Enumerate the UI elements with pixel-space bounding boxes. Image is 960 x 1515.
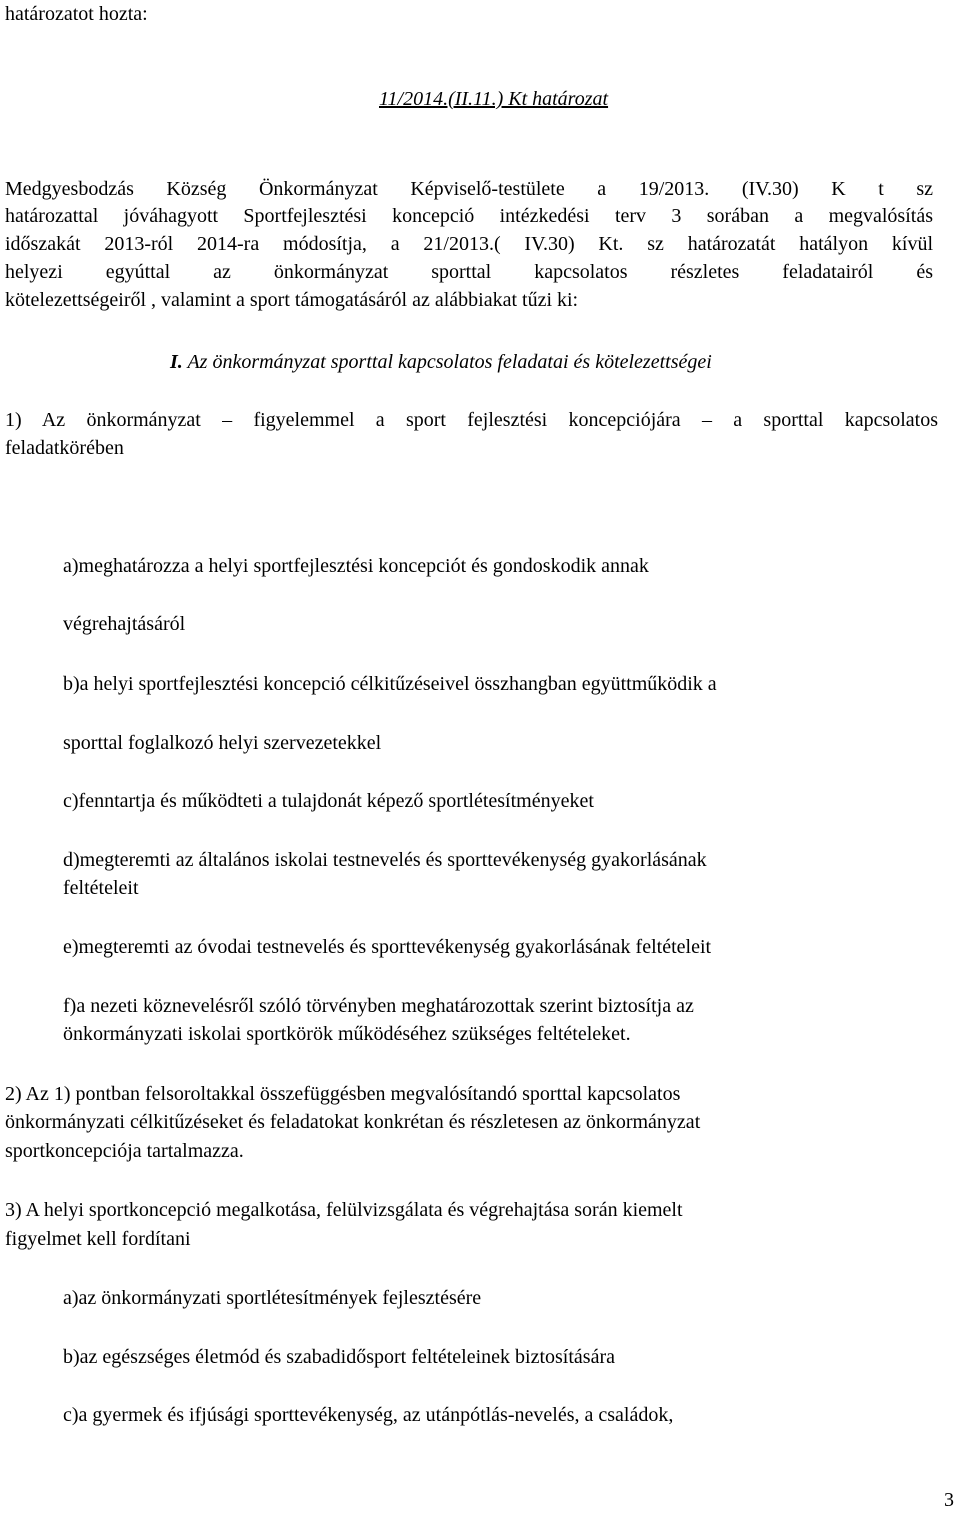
page-number: 3 bbox=[944, 1489, 954, 1511]
resolution-line-2: határozattal jóváhagyott Sportfejlesztési koncepció intézkedési terv 3 sorában a megvalósítás bbox=[5, 205, 933, 227]
item-d-line-2: feltételeit bbox=[63, 877, 139, 899]
resolution-line-4: helyezi egyúttal az önkormányzat sporttal kapcsolatos részletes feladatairól és bbox=[5, 261, 933, 283]
resolution-number: 11/2014.(II.11.) Kt határozat bbox=[379, 88, 609, 110]
resolution-line-5: kötelezettségeiről , valamint a sport támogatásáról az alábbiakat tűzi ki: bbox=[5, 289, 579, 311]
item-3b: b)az egészséges életmód és szabadidősport feltételeinek biztosítására bbox=[63, 1346, 615, 1368]
point-3-line-1: 3) A helyi sportkoncepció megalkotása, felülvizsgálata és végrehajtása során kiemelt bbox=[5, 1199, 683, 1221]
item-f-line-2: önkormányzati iskolai sportkörök működéséhez szükséges feltételeket. bbox=[63, 1023, 631, 1045]
section-heading bbox=[170, 352, 712, 372]
point-2-line-1: 2) Az 1) pontban felsoroltakkal összefüggésben megvalósítandó sporttal kapcsolatos bbox=[5, 1083, 681, 1105]
resolution-line-1: Medgyesbodzás Község Önkormányzat Képviselő-testülete a 19/2013. (IV.30) K t sz bbox=[5, 178, 933, 200]
item-e-line-1: e)megteremti az óvodai testnevelés és sporttevékenység gyakorlásának feltételeit bbox=[63, 936, 712, 958]
item-3c: c)a gyermek és ifjúsági sporttevékenység, az utánpótlás-nevelés, a családok, bbox=[63, 1404, 674, 1426]
point-2-line-3: sportkoncepciója tartalmazza. bbox=[5, 1140, 244, 1162]
section-numeral: I. bbox=[170, 351, 183, 373]
item-a-line-1: a)meghatározza a helyi sportfejlesztési koncepciót és gondoskodik annak bbox=[63, 555, 649, 577]
item-b-line-2: sporttal foglalkozó helyi szervezetekkel bbox=[63, 732, 382, 754]
item-3a: a)az önkormányzati sportlétesítmények fejlesztésére bbox=[63, 1287, 482, 1309]
item-a-line-2: végrehajtásáról bbox=[63, 613, 186, 635]
item-f-line-1: f)a nezeti köznevelésről szóló törvényben meghatározottak szerint biztosítja az bbox=[63, 995, 694, 1017]
section-title: Az önkormányzat sporttal kapcsolatos feladatai és kötelezettségei bbox=[187, 351, 712, 373]
item-b-line-1: b)a helyi sportfejlesztési koncepció célkitűzéseivel összhangban együttműködik a bbox=[63, 673, 717, 695]
point-1-line-1: 1) Az önkormányzat – figyelemmel a sport fejlesztési koncepciójára – a sporttal kapcsolatos bbox=[5, 409, 938, 431]
point-3-line-2: figyelmet kell fordítani bbox=[5, 1228, 191, 1250]
item-d-line-1: d)megteremti az általános iskolai testnevelés és sporttevékenység gyakorlásának bbox=[63, 849, 707, 871]
point-1-line-2: feladatkörében bbox=[5, 437, 124, 459]
point-2-line-2: önkormányzati célkitűzéseket és feladatokat konkrétan és részletesen az önkormányzat bbox=[5, 1111, 701, 1133]
intro-line: határozatot hozta: bbox=[5, 3, 148, 25]
resolution-line-3: időszakát 2013-ról 2014-ra módosítja, a 21/2013.( IV.30) Kt. sz határozatát hatályon kívül bbox=[5, 233, 933, 255]
item-c-line-1: c)fenntartja és működteti a tulajdonát képező sportlétesítményeket bbox=[63, 790, 594, 812]
